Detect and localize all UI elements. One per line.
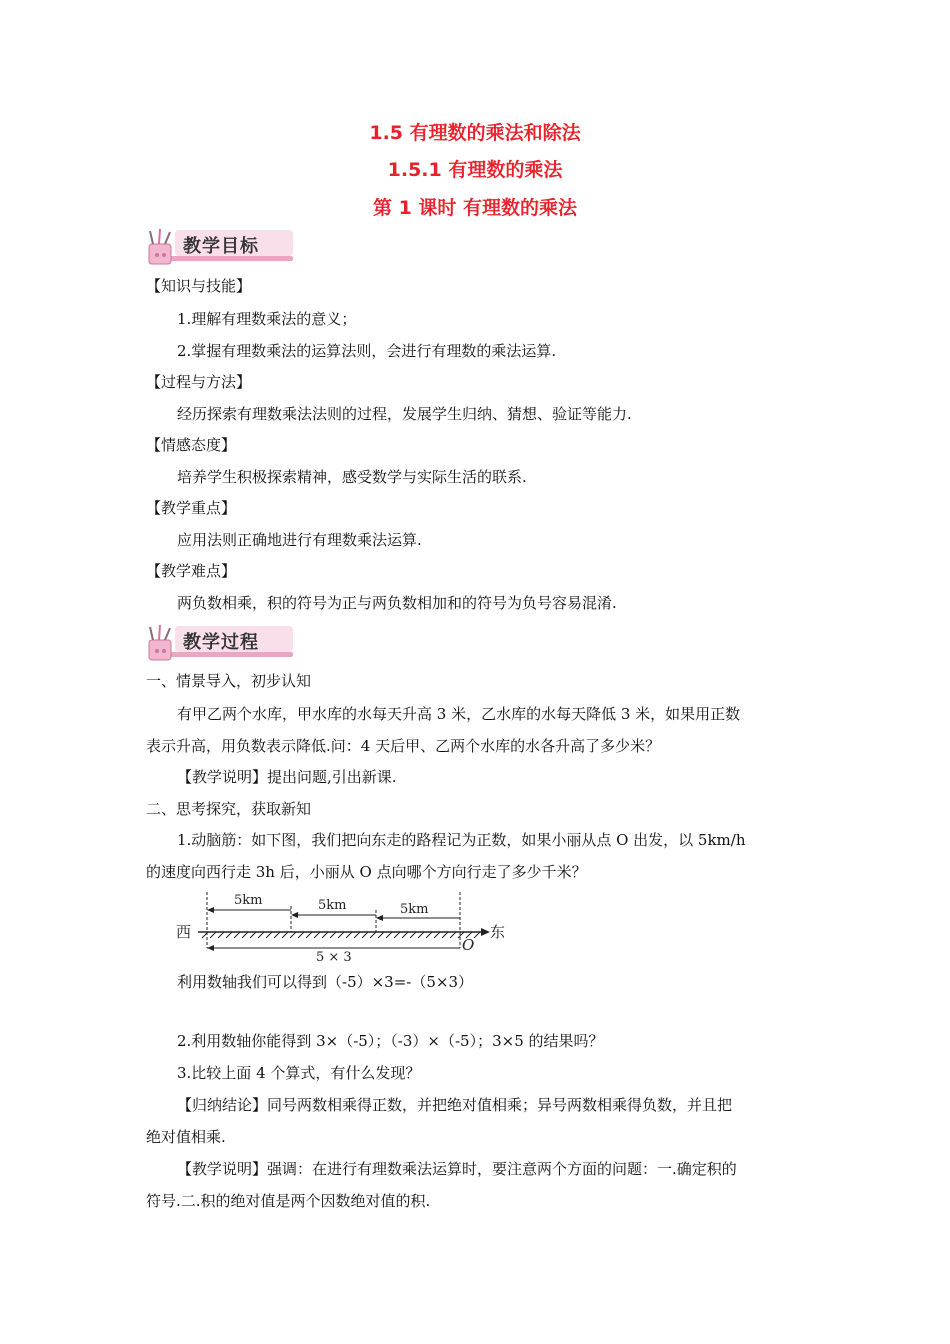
part1-teaching-note: 【教学说明】提出问题,引出新课. [177,768,397,786]
part1-text-line2: 表示升高，用负数表示降低.问：4 天后甲、乙两个水库的水各升高了多少米？ [146,737,661,755]
segment-label-1: 5km [234,893,263,908]
conclusion-line2: 绝对值相乘. [146,1128,226,1146]
segment-label-2: 5km [318,898,347,913]
goals-banner-label: 教学目标 [183,236,259,257]
subsection-title: 1.5.1 有理数的乘法 [387,159,563,181]
process-banner [143,624,293,664]
part1-heading: 一、情景导入，初步认知 [146,672,312,690]
emotion-heading: 【情感态度】 [146,436,237,454]
pencil-cup-icon [143,624,179,664]
knowledge-item-1: 1.理解有理数乘法的意义； [177,310,357,328]
west-label: 西 [176,923,192,941]
question3: 3.比较上面 4 个算式，有什么发现？ [177,1064,421,1082]
question1-line1: 1.动脑筋：如下图，我们把向东走的路程记为正数，如果小丽从点 O 出发，以 5km/h [177,831,746,849]
section-title: 1.5 有理数的乘法和除法 [369,122,581,144]
process-method-text: 经历探索有理数乘法法则的过程，发展学生归纳、猜想、验证等能力. [177,405,632,423]
conclusion-line1: 【归纳结论】同号两数相乘得正数，并把绝对值相乘；异号两数相乘得负数，并且把 [177,1096,733,1114]
numberline-result: 利用数轴我们可以得到（-5）×3=-（5×3） [177,973,474,991]
emotion-text: 培养学生积极探索精神，感受数学与实际生活的联系. [177,468,527,486]
process-method-heading: 【过程与方法】 [146,373,252,391]
teaching-note-line2: 符号.二.积的绝对值是两个因数绝对值的积. [146,1192,431,1210]
process-banner-label: 教学过程 [183,632,259,653]
pencil-cup-icon [143,228,179,268]
difficulty-text: 两负数相乘，积的符号为正与两负数相加和的符号为负号容易混淆. [177,594,617,612]
key-point-text: 应用法则正确地进行有理数乘法运算. [177,531,422,549]
lesson-title: 第 1 课时 有理数的乘法 [372,197,578,219]
number-line-diagram [172,888,512,968]
difficulty-heading: 【教学难点】 [146,562,237,580]
part1-text-line1: 有甲乙两个水库，甲水库的水每天升高 3 米，乙水库的水每天降低 3 米，如果用正数 [177,705,741,723]
knowledge-item-2: 2.掌握有理数乘法的运算法则，会进行有理数的乘法运算. [177,342,557,360]
key-point-heading: 【教学重点】 [146,499,237,517]
question1-line2: 的速度向西行走 3h 后，小丽从 O 点向哪个方向行走了多少千米？ [146,863,587,881]
segment-label-3: 5km [400,902,429,917]
east-label: 东 [490,923,506,941]
part2-heading: 二、思考探究，获取新知 [146,800,312,818]
teaching-note-line1: 【教学说明】强调：在进行有理数乘法运算时，要注意两个方面的问题：一.确定积的 [177,1160,737,1178]
knowledge-heading: 【知识与技能】 [146,277,252,295]
origin-label: O [462,936,475,954]
total-label: 5 × 3 [316,950,352,965]
question2: 2.利用数轴你能得到 3×（-5）；（-3）×（-5）；3×5 的结果吗？ [177,1032,604,1050]
goals-banner [143,228,293,268]
